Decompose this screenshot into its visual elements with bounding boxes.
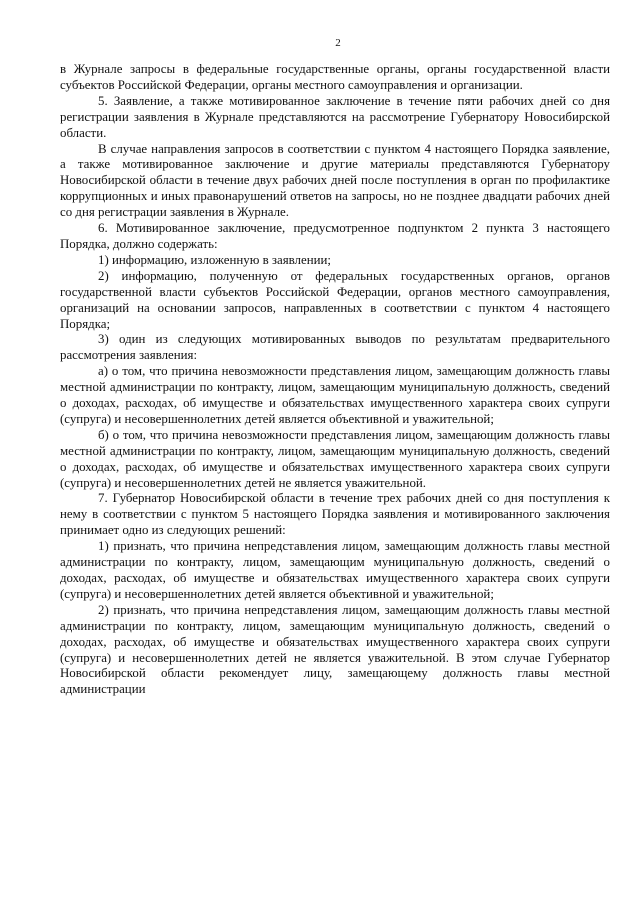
document-page <box>60 36 610 698</box>
paragraph-subitem-a: а) о том, что причина невозможности представления лицом, замещающим должность главы местной администрации по контракту, лицом, замещающим муниципальную должность, сведений о доходах, расходах, об имуществе и обязательствах имущественного характера своих супруги (супруга) и несовершеннолетних детей является объективной и уважительной; <box>60 364 610 426</box>
page-number: 2 <box>335 37 341 49</box>
paragraph-subitem-2: 2) информацию, полученную от федеральных государственных органов, органов государственной власти субъектов Российской Федерации, органов местного самоуправления, организаций на основании запросов, направленных в соответствии с пунктом 4 настоящего Порядка; <box>60 268 610 331</box>
paragraph-decision-2: 2) признать, что причина непредставления лицом, замещающим должность главы местной администрации по контракту, лицом, замещающим муниципальную должность, сведений о доходах, расходах, об имуществе и обязательствах имущественного характера своих супруги (супруга) и несовершеннолетних детей не является уважительной. В этом случае Губернатор Новосибирской области рекомендует лицу, замещающему должность главы местной администрации <box>60 602 610 697</box>
paragraph-requests-case: В случае направления запросов в соответствии с пунктом 4 настоящего Порядка заявление, а также мотивированное заключение и другие материалы представляются Губернатору Новосибирской области в течение двух рабочих дней после поступления в орган по профилактике коррупционных и иных правонарушений ответов на запросы, но не позднее двадцати рабочих дней со дня регистрации заявления в Журнале. <box>60 141 610 220</box>
paragraph-item-7: 7. Губернатор Новосибирской области в течение трех рабочих дней со дня поступления к нему в соответствии с пунктом 5 настоящего Порядка заявления и мотивированного заключения принимает одно из следующих решений: <box>60 491 610 538</box>
paragraph-decision-1: 1) признать, что причина непредставления лицом, замещающим должность главы местной администрации по контракту, лицом, замещающим муниципальную должность, сведений о доходах, расходах, об имуществе и обязательствах имущественного характера своих супруги (супруга) и несовершеннолетних детей является объективной и уважительной; <box>60 539 610 601</box>
paragraph-item-6: 6. Мотивированное заключение, предусмотренное подпунктом 2 пункта 3 настоящего Порядка, должно содержать: <box>60 221 610 251</box>
paragraph-subitem-b: б) о том, что причина невозможности представления лицом, замещающим должность главы местной администрации по контракту, лицом, замещающим муниципальную должность, сведений о доходах, расходах, об имуществе и обязательствах имущественного характера своих супруги (супруга) и несовершеннолетних детей не является уважительной. <box>60 427 610 490</box>
paragraph-subitem-3: 3) один из следующих мотивированных выводов по результатам предварительного рассмотрения заявления: <box>60 332 610 363</box>
paragraph-item-5: 5. Заявление, а также мотивированное заключение в течение пяти рабочих дней со дня регистрации заявления в Журнале представляются на рассмотрение Губернатору Новосибирской области. <box>60 93 610 140</box>
paragraph-continuation: в Журнале запросы в федеральные государственные органы, органы государственной власти субъектов Российской Федерации, органы местного самоуправления и организации. <box>60 62 610 92</box>
paragraph-subitem-1: 1) информацию, изложенную в заявлении; <box>98 252 331 267</box>
